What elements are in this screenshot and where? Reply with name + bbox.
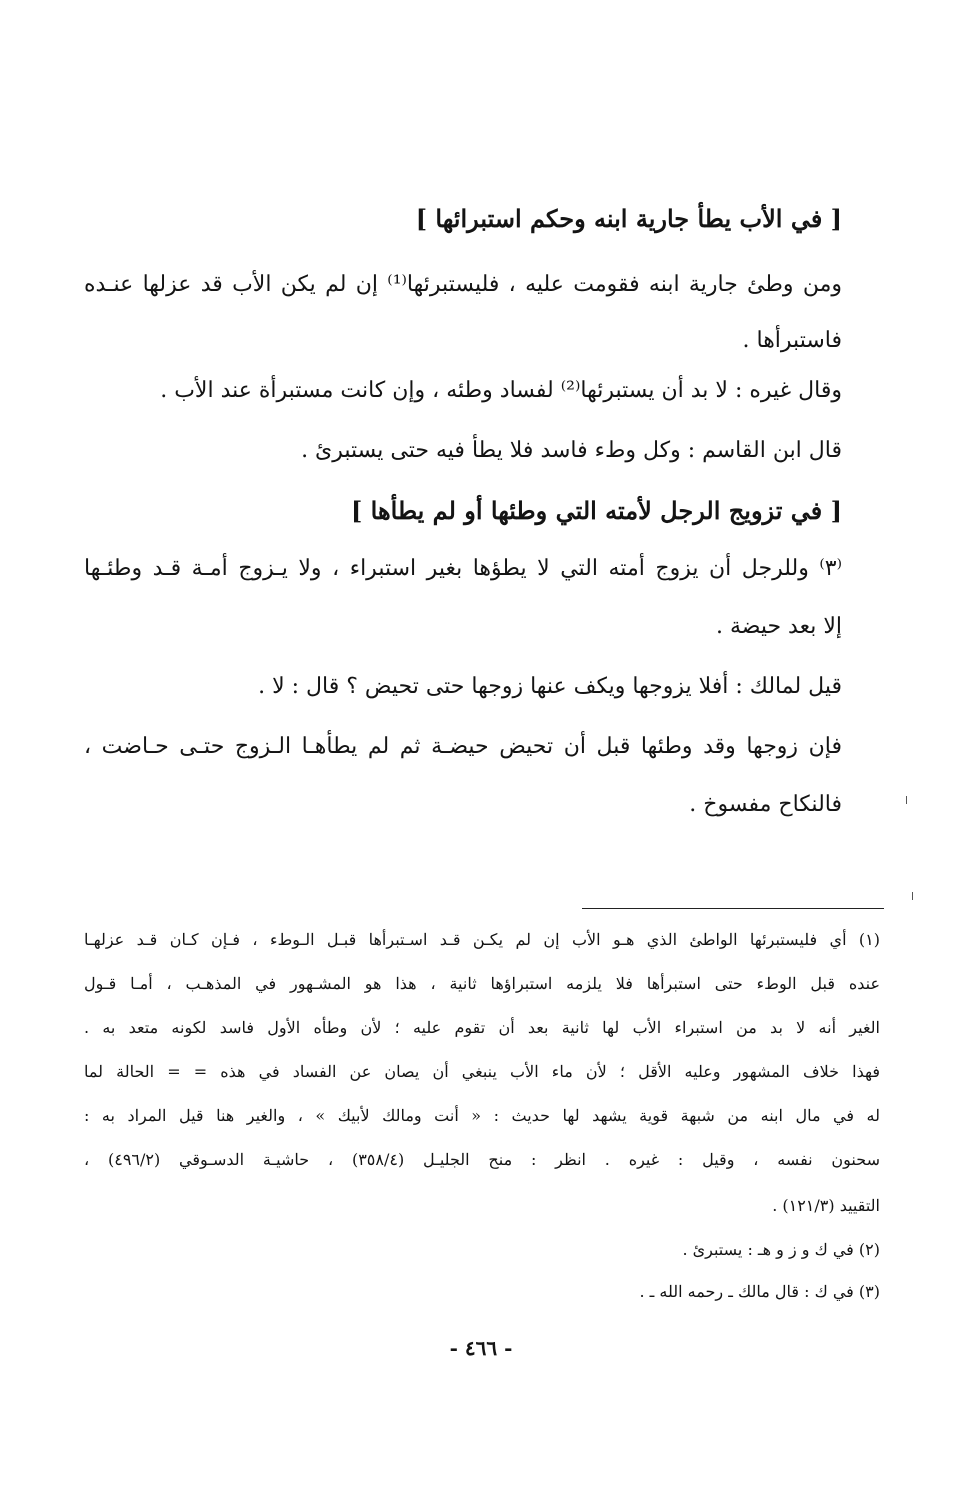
section-heading: [ في الأب يطأ جارية ابنه وحكم استبرائها ] — [415, 204, 842, 233]
margin-mark — [906, 796, 907, 804]
footnote-line: له في مال ابنه من شبهة قوية يشهد لها حديث : « أنت ومالك لأبيك » ، والغير هنا قيل المراد به : — [84, 1106, 880, 1125]
body-line: فإن زوجها وقد وطئها قبل أن تحيض حيضـة ثم لم يطأهـا الـزوج حتـى حـاضت ، — [84, 734, 842, 759]
footnote-line: الغير أنه لا بد من استبراء الأب لها ثانية بعد أن تقوم عليه ؛ لأن وطأه الأول فاسد لكونه متعد به . — [84, 1018, 880, 1037]
body-line: إلا بعد حيضة . — [715, 614, 842, 639]
body-line: فالنكاح مفسوخ . — [689, 792, 842, 817]
page-number: - ٤٦٦ - — [449, 1336, 513, 1360]
footnote-line: فهذا خلاف المشهور وعليه الأقل ؛ لأن ماء الأب ينبغي أن يصان عن الفساد في هذه = = الحالة لما — [84, 1062, 880, 1081]
footnote-line: (١) أي فليستبرئها الواطئ الذي هـو الأب إن لم يكـن قـد اسـتبرأها قبـل الـوطء ، فـإن كـان قـد عزلهـا — [84, 930, 880, 949]
footnote-line: (٢) في ك و ز و هـ : يستبرئ . — [682, 1240, 880, 1259]
footnote-line: (٣) في ك : قال مالك ـ رحمه الله ـ . — [639, 1282, 880, 1301]
body-line: فاستبرأها . — [742, 328, 842, 353]
footnote-line: التقييد (١٢١/٣) . — [772, 1196, 880, 1215]
section-heading: [ في تزويج الرجل لأمته التي وطئها أو لم يطأها ] — [350, 496, 842, 525]
margin-mark — [912, 892, 913, 900]
body-line: ومن وطئ جارية ابنه فقومت عليه ، فليستبرئها⁽¹⁾ إن لم يكن الأب قد عزلها عنـده — [84, 272, 842, 297]
body-line: ⁽٣⁾ وللرجل أن يزوج أمته التي لا يطؤها بغير استبراء ، ولا يـزوج أمـة قـد وطئـها — [84, 556, 842, 581]
body-line: وقال غيره : لا بد أن يستبرئها⁽²⁾ لفساد وطئه ، وإن كانت مستبرأة عند الأب . — [160, 378, 842, 403]
body-line: قيل لمالك : أفلا يزوجها ويكف عنها زوجها حتى تحيض ؟ قال : لا . — [258, 674, 842, 699]
footnote-separator — [582, 908, 884, 909]
footnote-line: سحنون نفسه ، وقيل : غيره . انظر : منح الجليـل (٣٥٨/٤) ، حاشيـة الدسـوقي (٤٩٦/٢) ، — [84, 1150, 880, 1169]
footnote-line: عنده قبل الوطء حتى استبرأها فلا يلزمه استبراؤها ثانية ، هذا هو المشـهور في المذهـب ، أمـا قـول — [84, 974, 881, 993]
body-line: قال ابن القاسم : وكل وطء فاسد فلا يطأ فيه حتى يستبرئ . — [301, 438, 842, 463]
